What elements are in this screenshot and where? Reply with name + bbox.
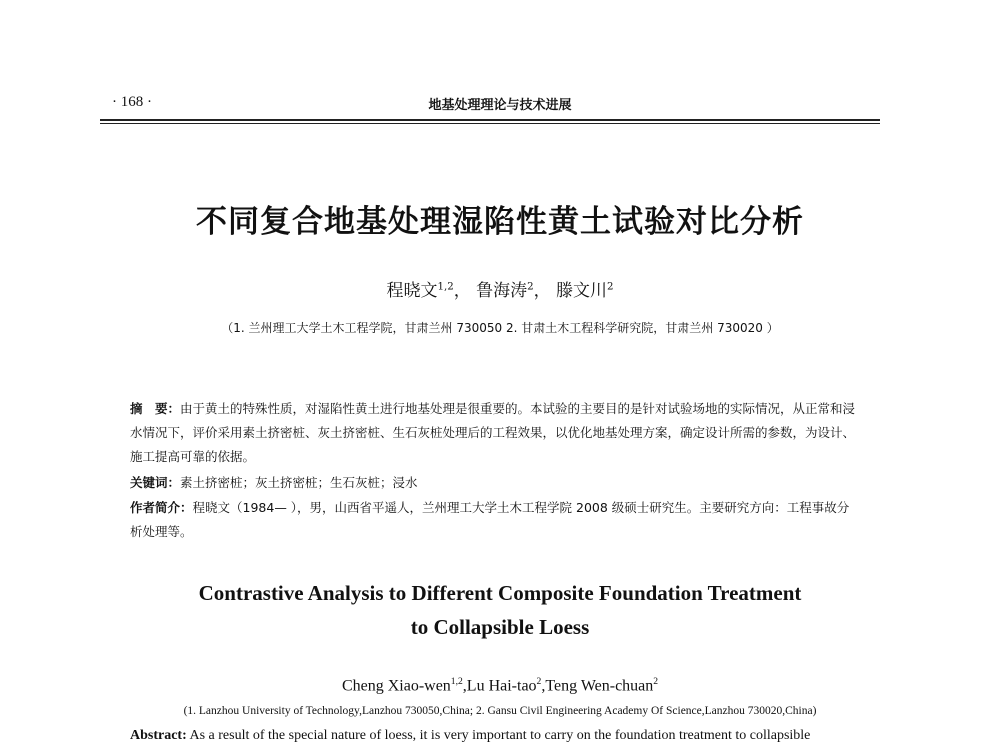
authors-chinese	[0, 276, 1000, 301]
author-intro-text: 程晓文（1984— ），男，山西省平遥人，兰州理工大学土木工程学院 2008 级硕士研究生。主要研究方向：工程事故分析处理等。	[130, 500, 850, 539]
title-english-line-2: to Collapsible Loess	[410, 615, 590, 639]
running-title: 地基处理理论与技术进展	[428, 98, 572, 113]
title-chinese: 不同复合地基处理湿陷性黄土试验对比分析	[196, 204, 804, 240]
author-2: 鲁海涛	[476, 281, 528, 301]
author-3: 滕文川	[556, 281, 607, 301]
abstract-en-label: Abstract:	[130, 728, 187, 743]
author-1-en: Cheng Xiao-wen	[341, 677, 451, 695]
header-rule-thick	[100, 119, 880, 121]
affiliation-english: (1. Lanzhou University of Technology,Lanzhou 730050,China; 2. Gansu Civil Engineering Academy Of Science,Lanzhou 730020,China)	[183, 705, 817, 717]
abstract-label: 摘 要：	[130, 401, 181, 416]
author-3-en-affil: 2	[653, 676, 659, 687]
author-1: 程晓文	[386, 281, 438, 301]
author-1-affil: 1,2	[437, 281, 454, 293]
title-english	[0, 576, 1000, 644]
abstract-en-text: As a result of the special nature of loess, it is very important to carry on the foundation treatment to collapsible	[189, 728, 811, 743]
author-separator: ,	[462, 677, 467, 695]
affiliation-chinese: （1. 兰州理工大学土木工程学院，甘肃兰州 730050 2. 甘肃土木工程科学研究院，甘肃兰州 730020 ）	[221, 321, 779, 335]
author-intro-label: 作者简介：	[130, 500, 193, 515]
author-2-en-affil: 2	[536, 676, 542, 687]
author-introduction	[130, 496, 860, 544]
keywords-chinese	[130, 471, 860, 495]
author-separator: ,	[541, 677, 546, 695]
author-2-affil: 2	[527, 281, 534, 293]
keywords-text: 素土挤密桩；灰土挤密桩；生石灰桩；浸水	[180, 475, 418, 490]
abstract-text: 由于黄土的特殊性质，对湿陷性黄土进行地基处理是很重要的。本试验的主要目的是针对试验场地的实际情况，从正常和浸水情况下，评价采用素土挤密桩、灰土挤密桩、生石灰桩处理后的工程效果，以优化地基处理方案，确定设计所需的参数，为设计、施工提高可靠的依据。	[130, 401, 856, 464]
author-separator: ，	[533, 281, 551, 301]
abstract-chinese	[130, 397, 860, 469]
author-3-affil: 2	[607, 281, 614, 293]
author-3-en: Teng Wen-chuan	[545, 677, 654, 695]
page-number: · 168 ·	[112, 94, 152, 110]
author-2-en: Lu Hai-tao	[466, 677, 537, 695]
keywords-label: 关键词：	[130, 475, 181, 490]
author-separator: ，	[453, 281, 471, 301]
authors-english	[0, 676, 1000, 695]
author-1-en-affil: 1,2	[450, 676, 463, 687]
header-rule-thin	[100, 123, 880, 124]
title-english-line-1: Contrastive Analysis to Different Composite Foundation Treatment	[198, 581, 802, 605]
